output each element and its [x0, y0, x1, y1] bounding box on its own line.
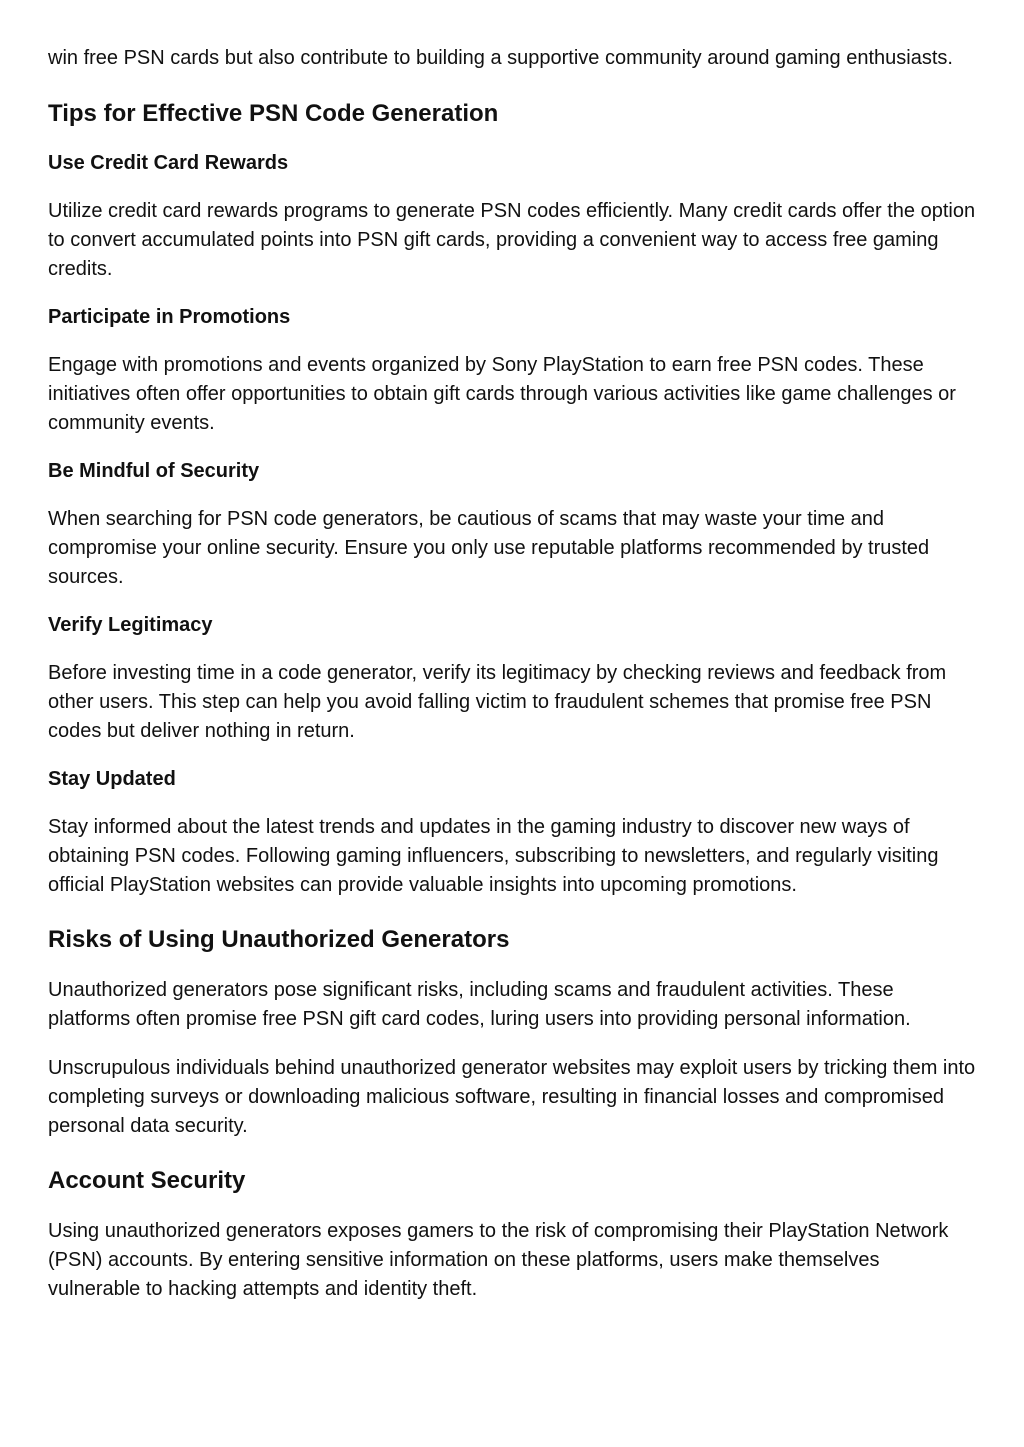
section-heading-risks: Risks of Using Unauthorized Generators — [48, 926, 510, 953]
paragraph-risks-1: Unauthorized generators pose significant risks, including scams and fraudulent activities. These platforms often promise free PSN gift card codes, luring users into providing personal information. — [48, 979, 911, 1030]
paragraph-account-security: Using unauthorized generators exposes gamers to the risk of compromising their PlayStation Network (PSN) accounts. By entering sensitive information on these platforms, users make themselves vulnerable to hacking attempts and identity theft. — [48, 1220, 949, 1300]
paragraph-risks-2: Unscrupulous individuals behind unauthorized generator websites may exploit users by tricking them into completing surveys or downloading malicious software, resulting in financial losses and compromised personal data security. — [48, 1057, 976, 1137]
intro-paragraph-tail: win free PSN cards but also contribute to building a supportive community around gaming enthusiasts. — [48, 47, 953, 69]
subheading-verify-legitimacy: Verify Legitimacy — [48, 614, 213, 636]
paragraph-participate-in-promotions: Engage with promotions and events organized by Sony PlayStation to earn free PSN codes. These initiatives often offer opportunities to obtain gift cards through various activities like game challenges or community events. — [48, 354, 956, 434]
section-heading-account-security: Account Security — [48, 1167, 246, 1194]
paragraph-verify-legitimacy: Before investing time in a code generator, verify its legitimacy by checking reviews and feedback from other users. This step can help you avoid falling victim to fraudulent schemes that promise free PSN codes but deliver nothing in return. — [48, 662, 947, 742]
subheading-participate-in-promotions: Participate in Promotions — [48, 306, 291, 328]
paragraph-stay-updated: Stay informed about the latest trends and updates in the gaming industry to discover new ways of obtaining PSN codes. Following gaming influencers, subscribing to newsletters, and regularly visiting official PlayStation websites can provide valuable insights into upcoming promotions. — [48, 816, 939, 896]
subheading-credit-card-rewards: Use Credit Card Rewards — [48, 152, 289, 174]
subheading-stay-updated: Stay Updated — [48, 768, 176, 790]
paragraph-be-mindful-of-security: When searching for PSN code generators, be cautious of scams that may waste your time and compromise your online security. Ensure you only use reputable platforms recommended by trusted sources. — [48, 508, 930, 588]
subheading-be-mindful-of-security: Be Mindful of Security — [48, 460, 260, 482]
paragraph-credit-card-rewards: Utilize credit card rewards programs to generate PSN codes efficiently. Many credit cards offer the option to convert accumulated points into PSN gift cards, providing a convenient way to access free gaming credits. — [48, 200, 976, 280]
section-heading-tips: Tips for Effective PSN Code Generation — [48, 100, 499, 127]
